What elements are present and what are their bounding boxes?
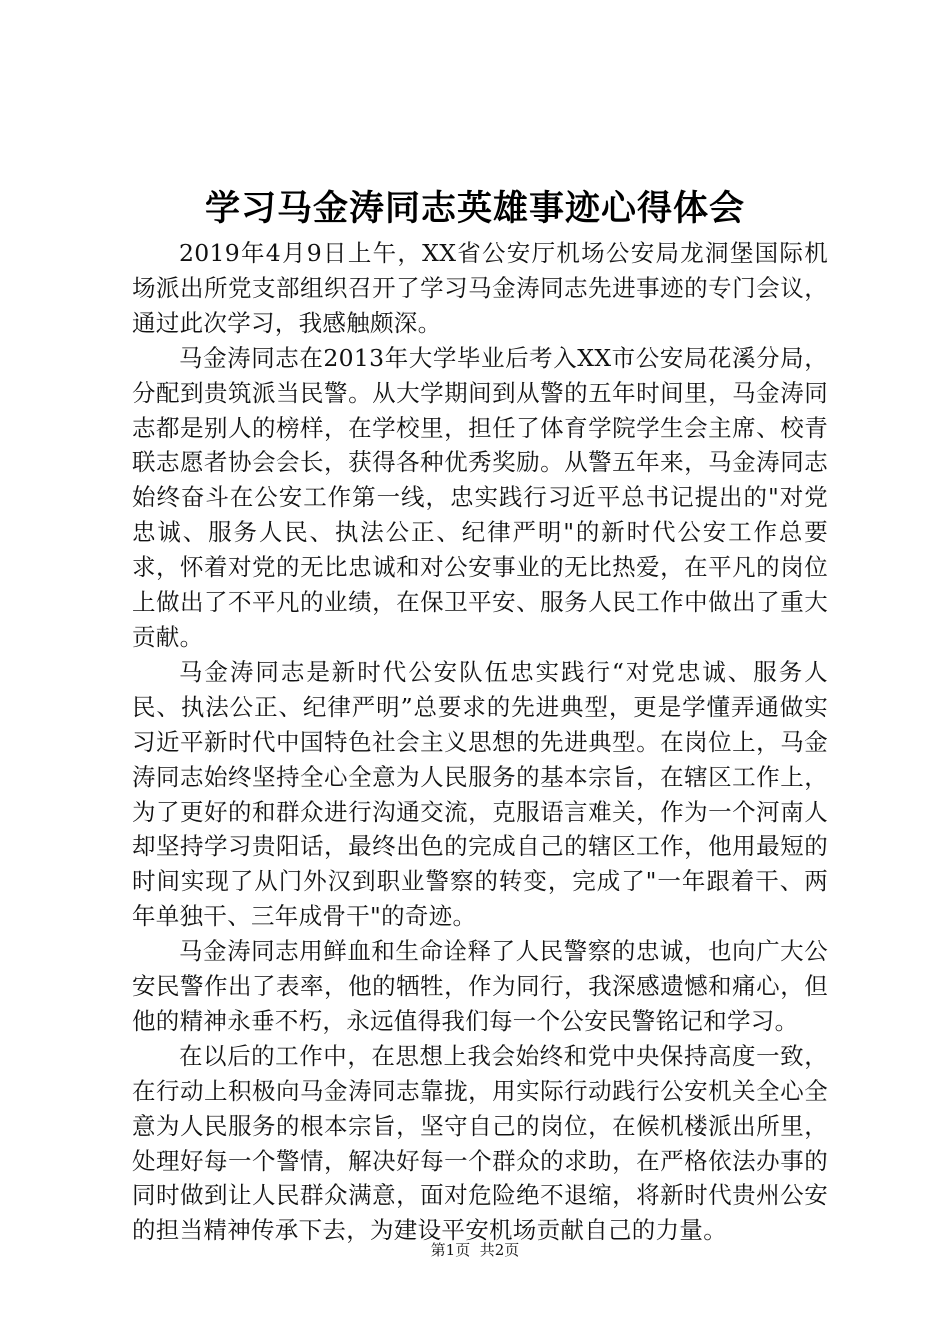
page-number: 第1页 (430, 1241, 471, 1259)
document-body (132, 236, 828, 1248)
paragraph: 在以后的工作中，在思想上我会始终和党中央保持高度一致，在行动上积极向马金涛同志靠拢，用实际行动践行公安机关全心全意为人民服务的根本宗旨，坚守自己的岗位，在候机楼派出所里，处理好每一个警情，解决好每一个群众的求助，在严格依法办事的同时做到让人民群众满意，面对危险绝不退缩，将新时代贵州公安的担当精神传承下去，为建设平安机场贡献自己的力量。 (132, 1041, 828, 1245)
paragraph: 2019年4月9日上午，XX省公安厅机场公安局龙洞堡国际机场派出所党支部组织召开了学习马金涛同志先进事迹的专门会议，通过此次学习，我感触颇深。 (132, 239, 828, 337)
document-title: 学习马金涛同志英雄事迹心得体会 (204, 189, 745, 229)
page-total: 共2页 (479, 1241, 520, 1259)
paragraph: 马金涛同志在2013年大学毕业后考入XX市公安局花溪分局，分配到贵筑派当民警。从大学期间到从警的五年时间里，马金涛同志都是别人的榜样，在学校里，担任了体育学院学生会主席、校青联志愿者协会会长，获得各种优秀奖励。从警五年来，马金涛同志始终奋斗在公安工作第一线，忠实践行习近平总书记提出的"对党忠诚、服务人民、执法公正、纪律严明"的新时代公安工作总要求，怀着对党的无比忠诚和对公安事业的无比热爱，在平凡的岗位上做出了不平凡的业绩，在保卫平安、服务人民工作中做出了重大贡献。 (132, 343, 828, 651)
paragraph: 马金涛同志用鲜血和生命诠释了人民警察的忠诚，也向广大公安民警作出了表率，他的牺牲，作为同行，我深感遗憾和痛心，但他的精神永垂不朽，永远值得我们每一个公安民警铭记和学习。 (132, 937, 828, 1035)
page-footer (0, 1240, 950, 1260)
paragraph: 马金涛同志是新时代公安队伍忠实践行“对党忠诚、服务人民、执法公正、纪律严明”总要求的先进典型，更是学懂弄通做实习近平新时代中国特色社会主义思想的先进典型。在岗位上，马金涛同志始终坚持全心全意为人民服务的基本宗旨，在辖区工作上，为了更好的和群众进行沟通交流，克服语言难关，作为一个河南人却坚持学习贵阳话，最终出色的完成自己的辖区工作，他用最短的时间实现了从门外汉到职业警察的转变，完成了"一年跟着干、两年单独干、三年成骨干"的奇迹。 (132, 657, 828, 931)
